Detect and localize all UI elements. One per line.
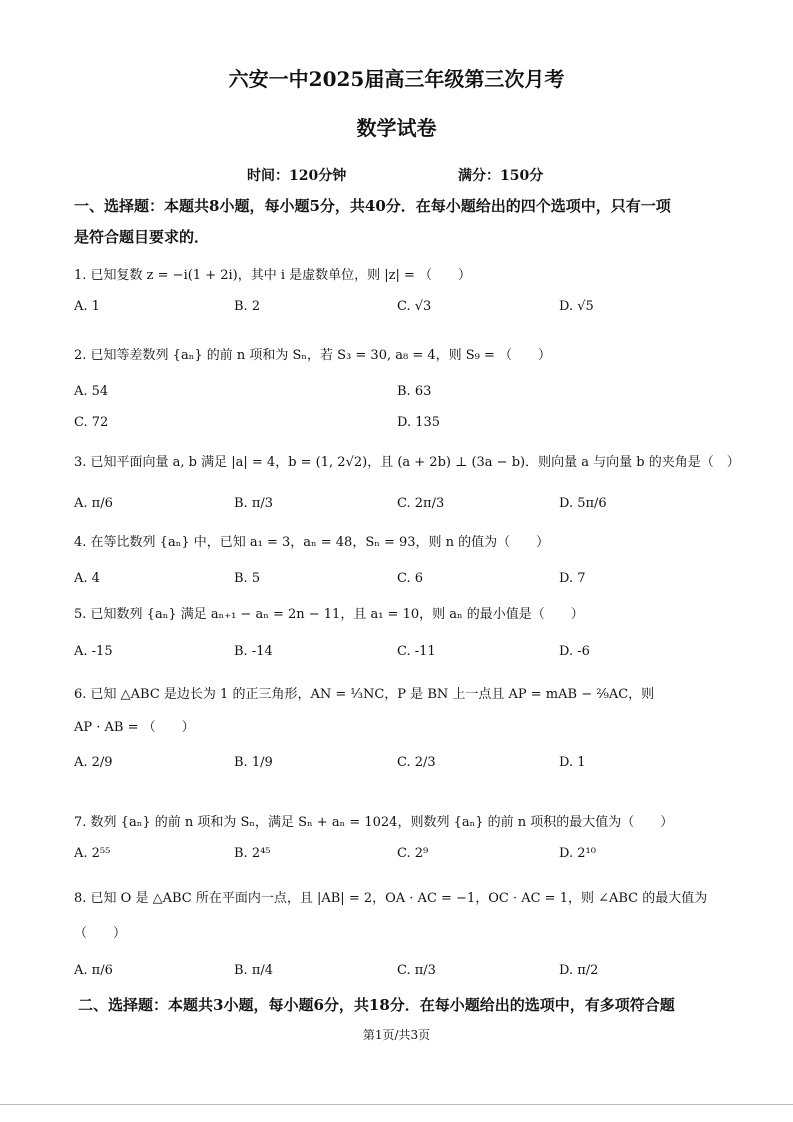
exam-time: 时间：120分钟 — [247, 168, 347, 184]
question-4-option-c: C. 6 — [397, 571, 424, 586]
question-5-stem: 5. 已知数列 {aₙ} 满足 aₙ₊₁ − aₙ = 2n − 11，且 a₁ = 10，则 aₙ 的最小值是（ ） — [74, 607, 584, 622]
question-8-stem-line1: 8. 已知 O 是 △ABC 所在平面内一点，且 |AB| = 2，OA · AC = −1，OC · AC = 1，则 ∠ABC 的最大值为 — [74, 891, 708, 906]
question-2-stem: 2. 已知等差数列 {aₙ} 的前 n 项和为 Sₙ，若 S₃ = 30, a₈ = 4，则 S₉ = （ ） — [74, 348, 552, 363]
question-7-option-c: C. 2⁹ — [397, 846, 429, 861]
question-1-option-d: D. √5 — [559, 299, 594, 314]
section1-heading-line2: 是符合题目要求的． — [74, 228, 210, 246]
question-5-option-d: D. -6 — [559, 644, 590, 659]
question-8-option-b: B. π/4 — [234, 963, 274, 978]
question-2-option-a: A. 54 — [74, 384, 109, 399]
question-5-option-a: A. -15 — [74, 644, 113, 659]
question-8-option-a: A. π/6 — [74, 963, 113, 978]
question-2-option-d: D. 135 — [397, 415, 441, 430]
question-7-stem: 7. 数列 {aₙ} 的前 n 项和为 Sₙ，满足 Sₙ + aₙ = 1024，则数列 {aₙ} 的前 n 项积的最大值为（ ） — [74, 815, 674, 830]
question-3-stem: 3. 已知平面向量 a, b 满足 |a| = 4，b = (1, 2√2)，且 (a + 2b) ⊥ (3a − b)．则向量 a 与向量 b 的夹角是（ ） — [74, 455, 740, 470]
question-5-option-c: C. -11 — [397, 644, 436, 659]
exam-title: 六安一中2025届高三年级第三次月考 — [228, 67, 565, 91]
question-7-option-d: D. 2¹⁰ — [559, 846, 596, 861]
question-1-option-c: C. √3 — [397, 299, 432, 314]
question-4-stem: 4. 在等比数列 {aₙ} 中，已知 a₁ = 3，aₙ = 48，Sₙ = 93，则 n 的值为（ ） — [74, 535, 550, 550]
question-3-option-b: B. π/3 — [234, 496, 274, 511]
question-1-option-a: A. 1 — [74, 299, 100, 314]
question-6-stem-line2: AP · AB = （ ） — [74, 720, 195, 735]
question-6-stem-line1: 6. 已知 △ABC 是边长为 1 的正三角形，AN = ⅓NC，P 是 BN 上一点且 AP = mAB − ²⁄₉AC，则 — [74, 687, 655, 702]
question-8-option-d: D. π/2 — [559, 963, 599, 978]
question-7-option-a: A. 2⁵⁵ — [74, 846, 111, 861]
section1-heading-line1: 一、选择题：本题共8小题，每小题5分，共40分．在每小题给出的四个选项中，只有一项 — [74, 197, 671, 215]
question-4-option-a: A. 4 — [74, 571, 100, 586]
question-2-option-c: C. 72 — [74, 415, 109, 430]
question-8-option-c: C. π/3 — [397, 963, 436, 978]
question-7-option-b: B. 2⁴⁵ — [234, 846, 271, 861]
section2-heading: 二、选择题：本题共3小题，每小题6分，共18分．在每小题给出的选项中，有多项符合题 — [78, 996, 675, 1014]
question-8-stem-line2: （ ） — [74, 926, 127, 941]
question-1-stem: 1. 已知复数 z = −i(1 + 2i)，其中 i 是虚数单位，则 |z| = （ ） — [74, 268, 472, 283]
page-number: 第1页/共3页 — [362, 1028, 431, 1042]
question-6-option-c: C. 2/3 — [397, 755, 436, 770]
question-1-option-b: B. 2 — [234, 299, 261, 314]
question-4-option-b: B. 5 — [234, 571, 261, 586]
question-3-option-d: D. 5π/6 — [559, 496, 607, 511]
question-2-option-b: B. 63 — [397, 384, 432, 399]
question-5-option-b: B. -14 — [234, 644, 273, 659]
question-6-option-a: A. 2/9 — [74, 755, 113, 770]
exam-subtitle: 数学试卷 — [356, 116, 437, 140]
question-4-option-d: D. 7 — [559, 571, 586, 586]
question-6-option-d: D. 1 — [559, 755, 586, 770]
question-6-option-b: B. 1/9 — [234, 755, 273, 770]
page-bottom-divider — [0, 1104, 793, 1105]
question-3-option-a: A. π/6 — [74, 496, 113, 511]
question-3-option-c: C. 2π/3 — [397, 496, 445, 511]
exam-score: 满分：150分 — [458, 168, 544, 184]
